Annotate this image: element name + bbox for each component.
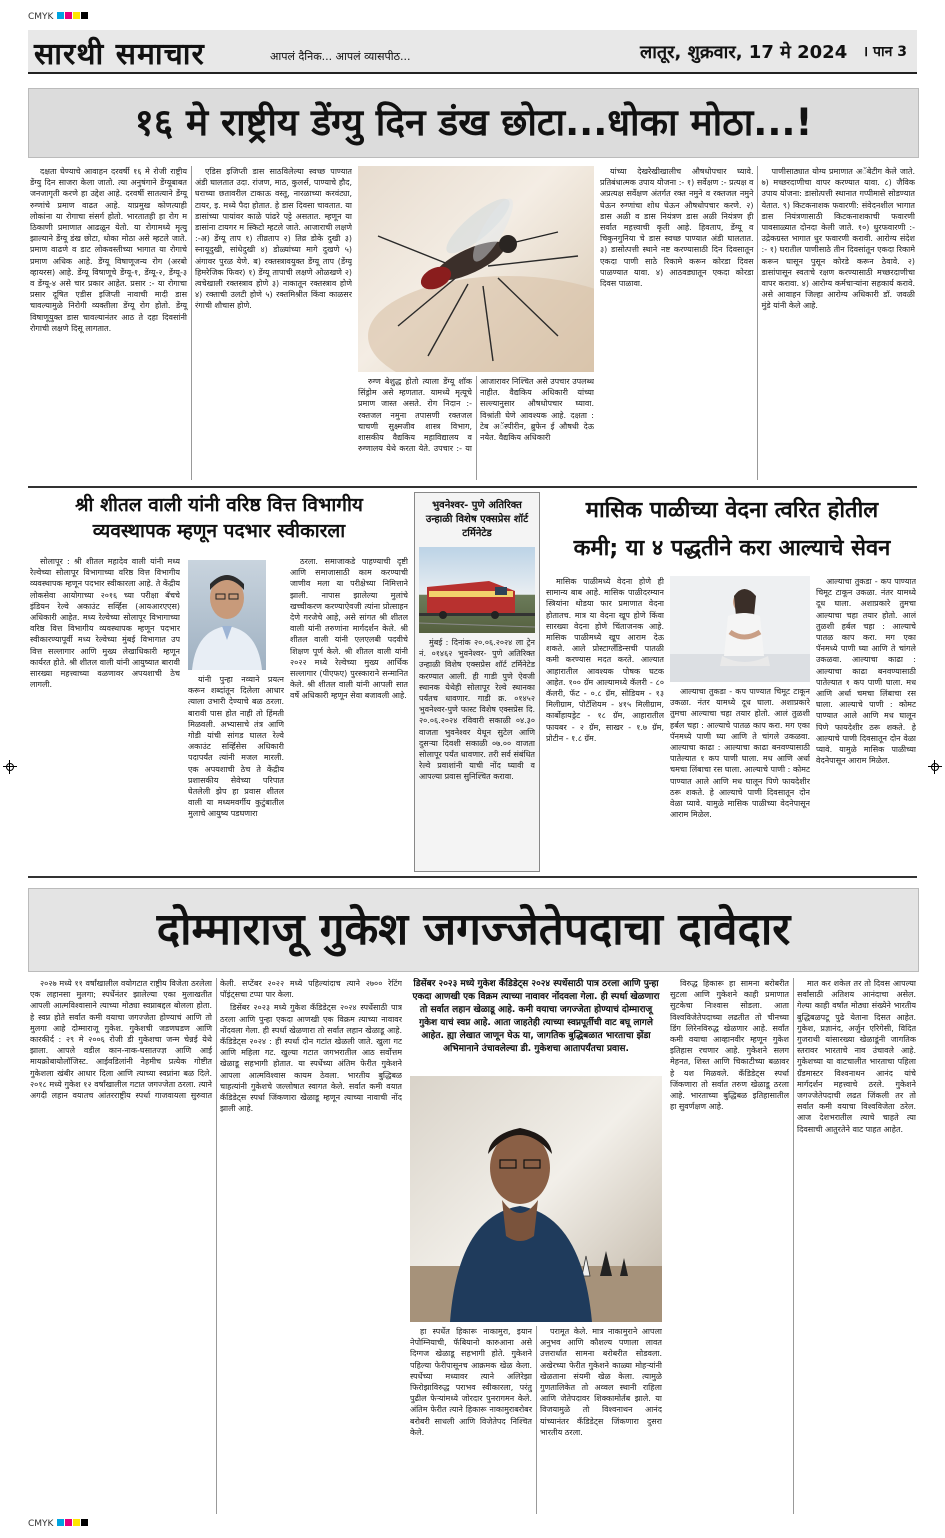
masthead <box>28 30 917 74</box>
gukesh-col1: २०२७ मध्ये ११ वर्षांखालील वयोगटात राष्ट्रीय विजेता ठरलेला एक लहानसा मुलगा; स्पर्धेनंतर झालेल्या एका मुलाखतीत आपली आत्मविश्वासाने त्याच्या मोठ्या स्वप्नाबद्दल बोलला होता. हे स्वप्न होते सर्वात कमी वयाचा जगज्जेता होण्याचं आणि तो मुलगा आहे दोम्माराजू गुकेश. गुकेशची जडणघडण आणि कारकीर्द : २९ मे २००६ रोजी डी गुकेशचा जन्म चेन्नई येथे झाला. आपले वडील कान-नाक-घसातज्ज्ञ आणि आई मायक्रोबायोलॉजिस्ट. आईवडिलांनी नेहमीच प्रत्येक गोष्टीत गुकेशला खंबीर आधार दिला आणि त्याच्या स्वप्नांना बळ दिले. २०१८ मध्ये गुकेश १२ वर्षांखालील गटात जगज्जेता ठरला. त्याने अगदी लहान वयातच आंतरराष्ट्रीय स्पर्धा गाजवायला सुरुवात केली. सप्टेंबर २०२२ मध्ये पहिल्यांदाच त्याने २७०० रेटिंग पॉइंट्सचा टप्पा पार केला. <box>30 979 402 1101</box>
period-col3-text-mid: आल्याचा तुकडा - कप पाण्यात चिमूट टाकून उकळा. नंतर यामध्ये दूध घाला. अशाप्रकारे तुमचा आल्याचा चहा तयार होतो. आलं तुळशी हर्बल चहा : आल्याचे पातळ काप करा. मग एका पॅनमध्ये पाणी घ्या आणि ते चांगले उकळवा. आल्याचा काढा : आल्याचा काढा बनवण्यासाठी पातेल्यात १ कप पाणी घाला. मध आणि अर्धा चमचा लिंबाचा रस घाला. आल्याचे पाणी : कोमट पाण्यात आले आणि मध घालून पिणे फायदेशीर ठरू शकते. हे आल्याचे पाणी दिवसातून दोन वेळा प्यावे. यामुळे मासिक पाळीच्या वेदनेपासून आराम मिळेल. <box>670 687 810 820</box>
shital-headline-line2: व्यवस्थापक म्हणून पदभार स्वीकारला <box>92 520 346 542</box>
section-divider <box>28 876 917 878</box>
gukesh-col5: विरुद्ध हिकारू हा सामना बरोबरीत सुटला आणि गुकेशने काही प्रमाणात सुटकेचा निःश्वास सोडला. आता विश्वविजेतेपदाच्या लढतीत तो चीनच्या डिंग लिरेनविरुद्ध खेळणार आहे. सर्वांत कमी वयाचा आव्हानवीर म्हणून गुकेश इतिहास रचणार आहे. गुकेशने सलग मेहनत, शिस्त आणि चिकाटीच्या बळावर हे यश मिळवले. कँडिडेट्स स्पर्धा जिंकणारा तो सर्वात तरुण खेळाडू ठरला आहे. भारताच्या बुद्धिबळ इतिहासातील हा सुवर्णक्षण आहे. <box>670 979 789 1112</box>
yellow-swatch <box>73 12 80 19</box>
train-body: मुंबई : दिनांक २०.०६.२०२४ ला ट्रेन नं. ०१४६२ भुवनेश्वर- पुणे अतिरिक्त उन्हाळी विशेष एक्सप्रेस शॉर्ट टर्मिनेटेड करण्यात आली. ही गाडी पुणे ऐवजी स्थानक येथेही सोलापूर रेल्वे स्थानका पर्यंतच धावणार. गाडी क्र. ०१४५२ भुवनेश्वर-पुणे फास्ट विशेष एक्सप्रेस दि. २०.०६.२०२४ रविवारी सकाळी ०४.३० वाजता भुवनेश्वर येथून सुटेल आणि दुसऱ्या दिवशी सकाळी ०७.०० वाजता सोलापूर पर्यंत धावणार. तरी सर्व संबंधित रेल्वे प्रवाशांनी याची नोंद घ्यावी व आपल्या प्रवास सुनिश्चित करावा. <box>419 638 535 782</box>
gukesh-col4: परामूत केले. मात्र नाकामुराने आपला अनुभव आणि कौशल्य पणाला लावत उत्तरार्धात सामना बरोबरीत सोडवला. अखेरच्या फेरीत गुकेशने काळ्या मोहऱ्यांनी खेळताना संयमी खेळ केला. त्यामुळे गुणतालिकेत तो अव्वल स्थानी राहिला आणि जेतेपदावर शिक्कामोर्तब झाले. या विजयामुळे तो विश्वनाथन आनंद यांच्यानंतर कँडिडेट्स जिंकणारा दुसरा भारतीय ठरला. <box>540 1327 662 1437</box>
period-headline-line2: कमी; या ४ पद्धतीने करा आल्याचे सेवन <box>573 536 891 561</box>
dengue-text-middle <box>358 376 594 480</box>
dengue-headline-banner <box>28 88 919 158</box>
gukesh-col6: मात कर शकेल तर तो दिवस आपल्या सर्वांसाठी अतिशय आनंदाचा असेल. गेल्या काही वर्षांत मोठ्या संख्येने भारतीय बुद्धिबळपटू पुढे येताना दिसत आहेत. गुकेश, प्रज्ञानंद, अर्जुन एरिगेसी, विदित गुजराथी यांसारख्या खेळाडूंनी जागतिक स्तरावर भारताचे नाव उंचावले आहे. गुकेशच्या या वाटचालीत भारताचा पहिला ग्रँडमास्टर विश्वनाथन आनंद यांचे मार्गदर्शन महत्त्वाचे ठरले. गुकेशने जगज्जेतेपदाची लढत जिंकली तर तो सर्वात कमी वयाचा विश्वविजेता ठरेल. आज देशभरातील त्याचे चाहते त्या दिवसाची आतुरतेने वाट पाहत आहेत. <box>797 979 916 1134</box>
crop-crosshair-left <box>3 760 17 774</box>
gukesh-col2: डिसेंबर २०२३ मध्ये गुकेश कँडिडेट्स २०२४ स्पर्धेसाठी पात्र ठरला आणि पुन्हा एकदा आणखी एक विक्रम त्याच्या नावावर नोंदवला गेला. ही स्पर्धा खेळणारा तो सर्वात लहान खेळाडू आहे. कँडिडेट्स २०२४ : ही स्पर्धा दोन गटांत खेळली जाते. खुला गट आणि महिला गट. खुल्या गटात जगभरातील आठ सर्वोत्तम खेळाडू सहभागी होतात. या स्पर्धेच्या अंतिम फेरीत गुकेशने आपला आत्मविश्वास कायम ठेवला. भारतीय बुद्धिबळ चाहत्यांनी गुकेशचे जल्लोषात स्वागत केले. सर्वात कमी वयात कँडिडेट्स स्पर्धा जिंकणारा खेळाडू म्हणून त्याच्या नावाची नोंद झाली आहे. <box>220 1003 402 1114</box>
period-col3: आल्याचा तुकडा - कप पाण्यात चिमूट टाकून उकळा. नंतर यामध्ये दूध घाला. अशाप्रकारे तुमचा आल्याचा चहा तयार होतो. आलं तुळशी हर्बल चहा : आल्याचे पातळ काप करा. मग एका पॅनमध्ये पाणी घ्या आणि ते चांगले उकळवा. आल्याचा काढा : आल्याचा काढा बनवण्यासाठी पातेल्यात १ कप पाणी घाला. मध आणि अर्धा चमचा लिंबाचा रस घाला. आल्याचे पाणी : कोमट पाण्यात आले आणि मध घालून पिणे फायदेशीर ठरू शकते. हे आल्याचे पाणी दिवसातून दोन वेळा प्यावे. यामुळे मासिक पाळीच्या वेदनेपासून आराम मिळेल. <box>816 577 916 766</box>
period-text-col2 <box>670 686 810 870</box>
period-headline-line1: मासिक पाळीच्या वेदना त्वरित होतील <box>585 498 879 523</box>
dengue-col3: रुग्ण बेशुद्ध होतो त्याला डेंग्यू शॉक सिंड्रोम असे म्हणतात. यामध्ये मृत्यूचे प्रमाण जास्त असते. रोग निदान :-रक्तजल नमुना तपासणी रक्तजल चाचणी सुक्ष्मजीव शास्त्र विभाग, शासकीय वैद्यकिय महाविद्यालय व रुग्णालय येथे करता येते. उपचार :- या आजारावर निश्चित असे उपचार उपलब्ध नाहीत. वैद्यकिय अधिकारी यांच्या सल्ल्यानुसार औषधोपचार घ्यावा. विश्रांती घेणे आवश्यक आहे. दक्षता : टेब अॅस्पीरीन, ब्रुफेन ई औषधी देऊ नयेत. वैद्यकिय अधिकारी <box>358 377 594 454</box>
period-col2-text <box>670 686 810 820</box>
period-headline <box>546 492 918 570</box>
gukesh-col3: हा स्पर्धेत हिकारू नाकामुरा, इयान नेपोम्नियाची, फॅबियानो कारुआना असे दिग्गज खेळाडू सहभागी होते. गुकेशने पहिल्या फेरीपासूनच आक्रमक खेळ केला. स्पर्धेच्या मध्यावर त्याने अलिरेझा फिरोझाविरुद्ध पराभव स्वीकारला, परंतु पुढील फेऱ्यांमध्ये जोरदार पुनरागमन केले. अंतिम फेरीत त्याने हिकारू नाकामुराबरोबर बरोबरी साधली आणि विजेतेपद निश्चित केले. <box>410 1327 532 1437</box>
locomotive-illustration <box>419 547 535 633</box>
train-photo <box>419 547 535 633</box>
dengue-col2: एडिस इजिप्ती डास साठविलेल्या स्वच्छ पाण्यात अंडी घालतात उदा. रांजण, माठ, कुलर्स, पाण्याचे हौद, घराच्या छतावरील टाकाऊ वस्तू, नारळाच्या करवंट्या, टायर, इ. मध्ये पैदा होतात. हे डास दिवसा चावतात. या डासांच्या पायांवर काळे पांढरे पट्टे असतात. म्हणून या डासांना टायगर म स्किटो म्हटले जाते. आजाराची लक्षणे :-अ) डेंग्यू ताप १) तीव्रताप २) तिव्र डोके दुखी ३) स्नायूदुखी, सांधेदुखी ४) डोळ्यांच्या मागे दुखणे ५) अंगावर पुरळ येणे. ब) रक्तस्त्रावयुक्त डेंग्यू ताप (डेंग्यू हिमरेजिक फिवर) १) डेंग्यू तापाची लक्षणे ओळखणे २) त्वचेखाली रक्तस्त्राव होणे ३) नाकातून रक्तस्त्राव होणे ४) रक्ताची उलटी होणे ५) रक्तमिश्रीत किंवा काळसर रंगाची शौचास होणे. <box>195 167 352 311</box>
woman-pain-photo <box>670 576 810 682</box>
gukesh-text-middle <box>410 1326 662 1514</box>
dateline: लातूर, शुक्रवार, 17 मे 2024 <box>640 42 848 63</box>
color-registration-mark-top <box>28 12 88 22</box>
train-text <box>419 637 535 865</box>
shital-text-col3 <box>290 556 408 870</box>
newspaper-tagline: आपलं दैनिक... आपलं व्यासपीठ... <box>270 50 411 63</box>
mosquito-photo <box>358 166 594 372</box>
cmyk-label: CMYK <box>28 12 54 22</box>
gukesh-headline-banner <box>28 888 919 972</box>
woman-holding-stomach-illustration <box>670 576 810 682</box>
shital-text-col1 <box>30 556 180 870</box>
cyan-swatch <box>57 12 64 19</box>
shital-col1: सोलापूर : श्री शीतल महादेव वाली यांनी मध्य रेल्वेच्या सोलापूर विभागाच्या वरिष्ठ वित्त विभागीय व्यवस्थापक म्हणून पदभार स्वीकारला आहे. ते केंद्रीय लोकसेवा आयोगाच्या २०१६ च्या परीक्षा बॅचचे इंडियन रेल्वे अकाउंट सर्व्हिस (आयआरएएस) अधिकारी आहेत. मध्य रेल्वेच्या सोलापूर विभागाच्या वरिष्ठ वित्त विभागीय व्यवस्थापक म्हणून पदभार स्वीकारण्यापूर्वी मध्य रेल्वेच्या मुंबई विभागात उप वित्त सल्लागार आणि मुख्य लेखाधिकारी म्हणून कार्यरत होते. श्री शीतल वाली यांनी आयुष्यात बारावी सारख्या महत्त्वाच्या वळणावर अपयशाची ठेच लागली. <box>30 557 180 690</box>
mosquito-illustration <box>358 166 594 372</box>
period-col1: मासिक पाळीमध्ये वेदना होणे ही सामान्य बाब आहे. मासिक पाळीदरम्यान स्त्रियांना थोडया फार प्रमाणात वेदना होतातच. मात्र या वेदना खूप होणे किंवा सारख्या वेदना होणे चिंताजनक आहे. मासिक पाळीमध्ये खूप आराम देऊ शकते. आले प्रोस्टाग्लँडिन्सची पातळी कमी करण्यास मदत करते. आल्यात आहारातील आवश्यक पोषक घटक आहेत. १०० ग्रॅम आल्यामध्ये कॅलरी - ८० कॅलरी, फॅट - ०.८ ग्रॅम, सोडियम - १३ मिलीग्राम, पोटॅशियम - ४१५ मिलीग्राम, कार्बोहायड्रेट - १८ ग्रॅम, आहारातील फायबर - २ ग्रॅम, साखर - १.७ ग्रॅम, प्रोटीन - १.८ ग्रॅम. <box>546 577 664 743</box>
magenta-swatch <box>65 1519 72 1526</box>
gukesh-text-right <box>670 978 916 1514</box>
black-swatch <box>81 12 88 19</box>
section-divider <box>28 486 917 488</box>
person-portrait-illustration <box>188 560 266 670</box>
shital-headline-line1: श्री शीतल वाली यांनी वरिष्ठ वित्त विभागीय <box>75 494 363 516</box>
dengue-text-right <box>600 166 915 480</box>
period-text-col1 <box>546 576 664 870</box>
shital-col2: यांनी पुन्हा नव्याने प्रयत्न करून शब्दांतून दिलेला आधार त्याला उभारी देण्याचे बळ ठरला. बारावी पास होत नाही तो हिंमती मिळवली. अभ्यासाचे तंत्र आणि गोडी यांची सांगड घालत रेल्वे अकाउंट सर्व्हिसेस अधिकारी पदापर्यंत त्यांनी मजल मारली. एक अपयशाची ठेच ते केंद्रीय प्रशासकीय सेवेच्या परिपात घेतलेली झेप हा प्रवास शीतल वाली या मध्यमवर्गीय कुटुंबातील मुलाचे आयुष्य पडघणारा <box>188 675 284 819</box>
dengue-text-left <box>30 166 352 480</box>
magenta-swatch <box>65 12 72 19</box>
shital-text-col2 <box>188 674 284 870</box>
shital-col3: ठरला. समाजाकडे पाहण्याची दृष्टी आणि समाजासाठी काम करण्याची जाणीव मला या परीक्षेच्या निमित्ताने झाली. नापास झालेल्या मुलांचे खच्चीकरण करण्याऐवजी त्यांना प्रोत्साहन देणे गरजेचे आहे, असे सांगत श्री शीतल वाली यांनी तरुणांना मार्गदर्शन केले. श्री शीतल वाली यांनी एलएलबी पदवीचे शिक्षण पूर्ण केले. श्री शीतल वाली यांनी २०२२ मध्ये रेल्वेच्या मुख्य आर्थिक सल्लागार (पीएफए) पुरस्काराने सन्मानित केले. श्री शीतल वाली यांनी आपली सात वर्षे अधिकारी म्हणून सेवा बजावली आहे. <box>290 557 408 701</box>
gukesh-photo <box>410 1076 662 1322</box>
black-swatch <box>81 1519 88 1526</box>
period-text-col3 <box>816 576 916 870</box>
train-headline: भुवनेश्वर- पुणे अतिरिक्त उन्हाळी विशेष एक्सप्रेस शॉर्ट टर्मिनेटेड <box>425 500 529 539</box>
color-registration-mark-bottom <box>28 1519 88 1529</box>
shital-headline <box>30 492 408 548</box>
train-story-box <box>414 492 540 872</box>
shital-portrait <box>188 560 266 670</box>
yellow-swatch <box>73 1519 80 1526</box>
dengue-col1: दक्षता घेण्याचे आवाहन दरवर्षी १६ मे रोजी राष्ट्रीय डेंग्यु दिन साजरा केला जातो. त्या अनुषंगाने डेंग्यूबाबत जनजागृती करणे हा उद्देश आहे. दरवर्षी सातत्याने डेंग्यू रुग्णांचे प्रमाण वाढत आहे. याप्रमुख कोणत्याही लोकांना या रोगाचा संसर्ग होतो. भारतातही हा रोग म ठिकाणी प्रमाणात आढळून येतो. या रोगामध्ये मृत्यु झाल्याने डेंग्यू डंख छोटा, धोका मोठा असे म्हटले जाते. प्रमाण वाढणे व डाट लोकवस्तीच्या भागात या रोगाचे प्रमाण अधिक आहे. डेंग्यू विषाणूजन्य रोग (अरबो व्हायरस) आहे. डेंग्यू विषाणूचे डेंग्यू-१, डेंग्यू-२, डेंग्यू-३ व डेंग्यू-४ असे चार प्रकार आहेत. प्रसार :- या रोगाचा प्रसार दूषित एडीस इजिप्ती नावाची मादी डास चावल्यामुळे निरोगी व्यक्तीला डेंग्यू रोग होतो. डेंग्यू विषाणूयुक्त डास चावल्यानंतर आठ ते दहा दिवसांनी रोगाची लक्षणे दिसू लागतात. <box>30 167 187 333</box>
gukesh-intro: डिसेंबर २०२३ मध्ये गुकेश कँडिडेट्स २०२४ स्पर्धेसाठी पात्र ठरला आणि पुन्हा एकदा आणखी एक विक्रम त्याच्या नावावर नोंदवला गेला. ही स्पर्धा खेळणारा तो सर्वात लहान खेळाडू आहे. कमी वयाचा जगज्जेता होण्याचं दोम्माराजू गुकेश याचं स्वप्न आहे. आता जाहतेही त्याच्या स्वप्नपूर्तीची वाट बघू लागले आहेत. ह्या लेखात जाणून घेऊ या, जागतिक बुद्धिबळात भारताचा झेंडा अभिमानाने उंचावलेल्या डी. गुकेशचा आतापर्यंतचा प्रवास. <box>412 979 660 1054</box>
chess-player-illustration <box>410 1076 662 1322</box>
gukesh-headline: दोम्माराजू गुकेश जगज्जेतेपदाचा दावेदार <box>156 904 791 955</box>
newspaper-title: सारथी समाचार <box>34 37 205 72</box>
crop-crosshair-right <box>928 760 942 774</box>
page-number: । पान 3 <box>862 44 907 60</box>
cyan-swatch <box>57 1519 64 1526</box>
dengue-col4: यांच्या देखरेखीखालीच औषधोपचार घ्यावे. प्रतिबंधात्मक उपाय योजना :- १) सर्वेक्षण :- प्रत्यक्ष व अप्रत्यक्ष सर्वेक्षण अंतर्गत रक्त नमुने व रक्तजल नमुने घेऊन रुग्णांचा शोध घेऊन औषधोपचार करणे. २) डास अळी व डास नियंत्रण डास अळी नियंत्रण ही सर्वात महत्त्वाची कृती आहे. हिवताप, डेंग्यू व चिकुनगुनिया चे डास स्वच्छ पाण्यात अंडी घालतात. ३) डासोत्पत्ती स्थाने नष्ट करण्यासाठी दिन दिवसातून एकदा पाणी साठे रिकामे करून कोरडा दिवस पाळण्यात यावा. ४) आठवड्यातून एकदा कोरडा दिवस पाळावा. <box>600 167 754 289</box>
cmyk-label: CMYK <box>28 1519 54 1529</box>
gukesh-text-left <box>30 978 402 1514</box>
dengue-headline: १६ मे राष्ट्रीय डेंग्यु दिन डंख छोटा...धोका मोठा...! <box>134 101 813 144</box>
dengue-col5: पाणीसाठ्यात योग्य प्रमाणात अॅबेटीग केले जाते. ७) मच्छरदाणीचा वापर करण्यात यावा. ८) जैविक उपाय योजना: डासोत्पत्ती स्थानात गप्पीमासे सोडण्यात येतात. ९) किटकनाशक फवारणी: संवेदनशील भागात डास नियंत्रणासाठी किटकनाशकाची फवारणी पावसाळ्यात दोनदा केली जाते. १०) धुरफवारणी :- उद्रेकग्रस्त भागात धुर फवारणी करावी. आरोग्य संदेश :- १) घरातील पाणीसाठे तीन दिवसांतून एकदा रिकामे करून घासून पुसून कोरडे करून ठेवावे. २) डासांपासून स्वतःचे रक्षण करण्यासाठी मच्छरदाणीचा वापर करावा. ४) आरोग्य कर्मचाऱ्यांना सहकार्य करावे. असे आवाहन जिल्हा आरोग्य अधिकारी डॉ. जवळी मुंडे यांनी केले आहे. <box>761 167 915 311</box>
